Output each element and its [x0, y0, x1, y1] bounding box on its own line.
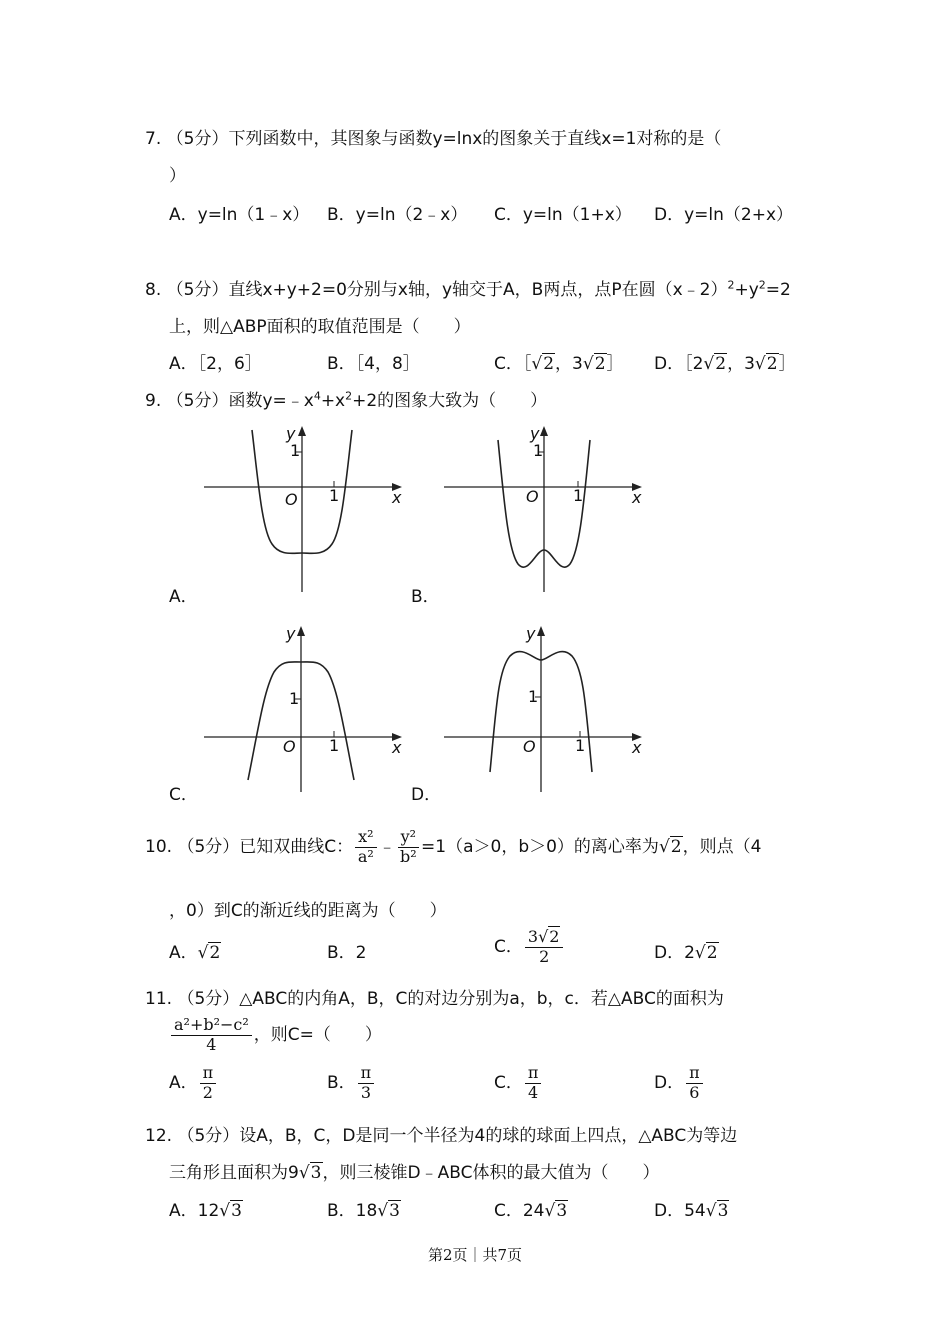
q8-stem-line2: 上，则△ABP面积的取值范围是（ ）	[169, 317, 471, 337]
graph-c-origin-label: O	[283, 737, 296, 756]
graph-c-option-label: C．	[169, 785, 198, 805]
sqrt-symbol: √2	[197, 943, 221, 963]
q7-option-b: B．y=ln（2﹣x）	[327, 205, 468, 225]
q12-option-c: C．24√3	[494, 1201, 568, 1221]
q8-option-c: C．［√2，3√2］	[494, 354, 624, 374]
page-footer: 第2页｜共7页	[427, 1246, 523, 1264]
sqrt-symbol: √3	[377, 1201, 400, 1221]
q12-stem-line1: 12. （5分）设A，B，C，D是同一个半径为4的球的球面上四点，△ABC为等边	[145, 1126, 738, 1146]
q8-option-d: D．［2√2，3√2］	[654, 354, 796, 374]
q11-stem-line1: 11. （5分）△ABC的内角A，B，C的对边分别为a，b，c．若△ABC的面积为	[145, 989, 724, 1009]
sqrt-symbol: √2	[754, 354, 778, 374]
graph-a-one-y: 1	[290, 441, 301, 460]
q8-option-b: B．［4，8］	[327, 354, 420, 374]
q11-option-d: D． $\frac{\pi}{6}$	[654, 1060, 705, 1106]
graph-a-option-label: A．	[169, 587, 198, 607]
graph-c-one-y: 1	[289, 689, 300, 708]
graph-d-option-label: D．	[411, 785, 442, 805]
graph-c-one-x: 1	[329, 736, 340, 755]
q8-option-a: A．［2，6］	[169, 354, 262, 374]
graph-b-x-label: x	[632, 488, 642, 507]
fraction-x2-a2: $\frac{\text{x²}}{\text{a²}}$	[355, 829, 376, 866]
sqrt-symbol: √3	[544, 1201, 568, 1221]
graph-b-origin-label: O	[526, 487, 539, 506]
graph-d	[440, 620, 650, 800]
q7-stem-line1: 7. （5分）下列函数中，其图象与函数y=lnx的图象关于直线x=1对称的是（	[145, 129, 722, 149]
q11-option-b: B． $\frac{\pi}{3}$	[327, 1060, 376, 1106]
graph-d-origin-label: O	[523, 737, 536, 756]
graph-a-origin-label: O	[285, 490, 298, 509]
q8-stem-line1: 8. （5分）直线x+y+2=0分别与x轴，y轴交于A，B两点，点P在圆$(x﹣2)^2+y^2=2$	[145, 278, 791, 300]
graph-a-y-label: y	[286, 424, 296, 443]
graph-a	[200, 420, 410, 600]
q7-option-c: C．y=ln（1+x）	[494, 205, 632, 225]
graph-b-one-y: 1	[533, 441, 544, 460]
sqrt-symbol: √2	[694, 943, 718, 963]
sqrt-symbol: √3	[219, 1201, 242, 1221]
q12-stem-line2: 三角形且面积为9√3，则三棱锥D﹣ABC体积的最大值为（ ）	[169, 1163, 660, 1183]
sqrt-symbol: √2	[531, 354, 555, 374]
q11-stem-line2: $\frac{\text{a²+b²−c²}}{4}$ ，则C=（ ）	[169, 1012, 382, 1058]
q10-stem-line2: ，0）到C的渐近线的距离为（ ）	[169, 901, 447, 921]
graph-b	[440, 420, 650, 600]
sqrt-symbol: √2	[538, 926, 560, 946]
graph-d-x-label: x	[632, 738, 642, 757]
q11-option-a: A． $\frac{\pi}{2}$	[169, 1060, 218, 1106]
q9-stem: 9. （5分）函数$y=﹣x^4+x^2+2$的图象大致为（ ）	[145, 389, 548, 411]
sqrt-symbol: √3	[298, 1163, 322, 1183]
graph-c-y-label: y	[286, 624, 296, 643]
q7-option-a: A．y=ln（1﹣x）	[169, 205, 310, 225]
graph-b-one-x: 1	[573, 486, 584, 505]
q10-option-c: C． $\frac{3√2}{2}$	[494, 924, 565, 970]
graph-b-option-label: B．	[411, 587, 440, 607]
graph-d-y-label: y	[526, 624, 536, 643]
sqrt-symbol: √2	[703, 354, 727, 374]
sqrt-symbol: √2	[582, 354, 606, 374]
sqrt-symbol: √3	[705, 1201, 729, 1221]
fraction-3sqrt2-2: $\frac{3√2}{2}$	[525, 929, 564, 966]
q10-stem-line1: 10. （5分）已知双曲线C： $\frac{\text{x²}}{\text{a²}}$ ﹣ $\frac{\text{y²}}{\text{b²}}$ =1（a＞0，b＞0）的离心率为√2，则点（4	[145, 822, 761, 872]
q10-option-d: D．2√2	[654, 943, 718, 963]
q10-option-b: B．2	[327, 943, 367, 963]
q7-option-d: D．y=ln（2+x）	[654, 205, 794, 225]
graph-a-x-label: x	[392, 488, 402, 507]
graph-d-one-x: 1	[575, 736, 586, 755]
sqrt-symbol: √2	[658, 837, 682, 857]
q12-option-a: A．12√3	[169, 1201, 242, 1221]
fraction-y2-b2: $\frac{\text{y²}}{\text{b²}}$	[398, 829, 419, 866]
q7-stem-line2: ）	[169, 166, 186, 186]
graph-a-one-x: 1	[329, 486, 340, 505]
fraction-area: $\frac{\text{a²+b²−c²}}{4}$	[171, 1017, 252, 1054]
graph-b-y-label: y	[530, 424, 540, 443]
q10-option-a: A．√2	[169, 943, 221, 963]
graph-c	[200, 620, 410, 800]
graph-d-one-y: 1	[528, 687, 539, 706]
q12-option-b: B．18√3	[327, 1201, 400, 1221]
graph-c-x-label: x	[392, 738, 402, 757]
q12-option-d: D．54√3	[654, 1201, 729, 1221]
q11-option-c: C． $\frac{\pi}{4}$	[494, 1060, 543, 1106]
